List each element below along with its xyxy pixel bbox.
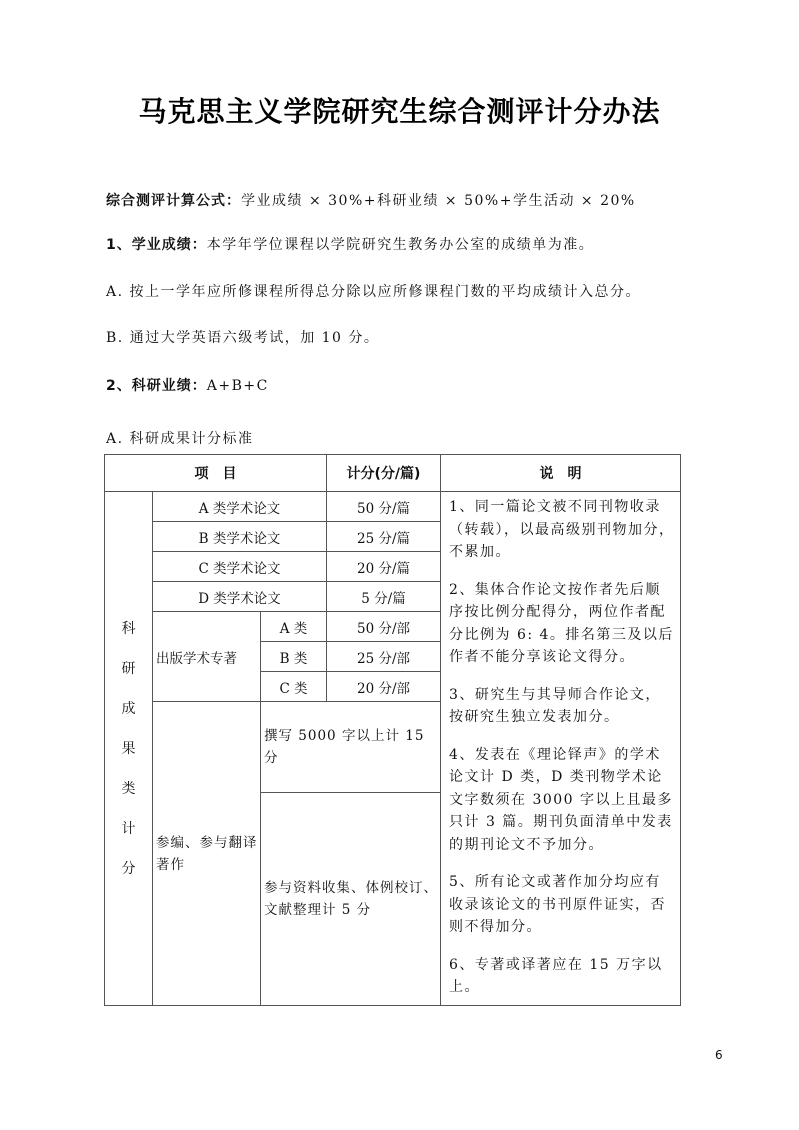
paper-d-name: D 类学术论文 <box>153 582 327 612</box>
notes-cell <box>441 492 681 1006</box>
monograph-c-score: 20 分/部 <box>327 672 441 702</box>
monograph-c-class: C 类 <box>261 672 327 702</box>
note-4: 4、发表在《理论铎声》的学术论文计 D 类，D 类刊物学术论文字数须在 3000 字以上且最多只计 3 篇。期刊负面清单中发表的期刊论文不予加分。 <box>449 746 674 853</box>
page-number: 6 <box>715 1048 723 1062</box>
category-char: 计 <box>121 820 136 837</box>
section2-heading <box>106 375 269 395</box>
category-char: 科 <box>121 620 136 637</box>
paper-c-name: C 类学术论文 <box>153 552 327 582</box>
category-char: 类 <box>121 780 136 797</box>
category-char: 分 <box>121 860 136 877</box>
header-note: 说 明 <box>441 455 681 492</box>
category-char: 成 <box>121 700 136 717</box>
formula-text: 学业成绩 × 30%+科研业绩 × 50%+学生活动 × 20% <box>241 193 636 209</box>
note-2: 2、集体合作论文按作者先后顺序按比例分配得分，两位作者配分比例为 6: 4。排名第三及以后作者不能分享该论文得分。 <box>449 581 674 665</box>
note-6: 6、专著或译著应在 15 万字以上。 <box>449 956 663 995</box>
translation-name: 参编、参与翻译著作 <box>153 702 261 1006</box>
section1-item-b: B. 通过大学英语六级考试，加 10 分。 <box>106 330 380 346</box>
note-5: 5、所有论文或著作加分均应有收录该论文的书刊原件证实，否则不得加分。 <box>449 874 666 935</box>
note-1: 1、同一篇论文被不同刊物收录（转载），以最高级别刊物加分，不累加。 <box>449 499 675 560</box>
formula-label: 综合测评计算公式： <box>106 193 241 209</box>
header-item: 项 目 <box>105 455 327 492</box>
score-table <box>104 454 681 1006</box>
monograph-name: 出版学术专著 <box>153 612 261 702</box>
table-header-row <box>105 455 681 492</box>
section1-heading <box>106 234 594 254</box>
translation-assist-desc: 参与资料收集、体例校订、文献整理计 5 分 <box>261 793 441 1006</box>
paper-d-score: 5 分/篇 <box>327 582 441 612</box>
paper-c-score: 20 分/篇 <box>327 552 441 582</box>
section2-text: A+B+C <box>206 378 269 394</box>
formula-line <box>106 190 636 210</box>
category-cell <box>105 492 153 1006</box>
paper-a-name: A 类学术论文 <box>153 492 327 522</box>
section1-item-a: A. 按上一学年应所修课程所得总分除以应所修课程门数的平均成绩计入总分。 <box>106 284 642 300</box>
table-row <box>105 492 681 522</box>
monograph-a-score: 50 分/部 <box>327 612 441 642</box>
section2-label: 2、科研业绩： <box>106 378 207 394</box>
monograph-a-class: A 类 <box>261 612 327 642</box>
note-3: 3、研究生与其导师合作论文，按研究生独立发表加分。 <box>449 686 661 725</box>
monograph-b-score: 25 分/部 <box>327 642 441 672</box>
paper-a-score: 50 分/篇 <box>327 492 441 522</box>
document-title: 马克思主义学院研究生综合测评计分办法 <box>138 95 661 128</box>
paper-b-name: B 类学术论文 <box>153 522 327 552</box>
translation-write-desc: 撰写 5000 字以上计 15 分 <box>261 702 441 793</box>
section1-text: 本学年学位课程以学院研究生教务办公室的成绩单为准。 <box>206 237 595 253</box>
section1-label: 1、学业成绩： <box>106 237 207 253</box>
section2-sub-a: A. 科研成果计分标准 <box>106 431 254 447</box>
category-char: 研 <box>121 660 136 677</box>
monograph-b-class: B 类 <box>261 642 327 672</box>
header-score: 计分(分/篇) <box>327 455 441 492</box>
paper-b-score: 25 分/篇 <box>327 522 441 552</box>
category-char: 果 <box>121 740 136 757</box>
